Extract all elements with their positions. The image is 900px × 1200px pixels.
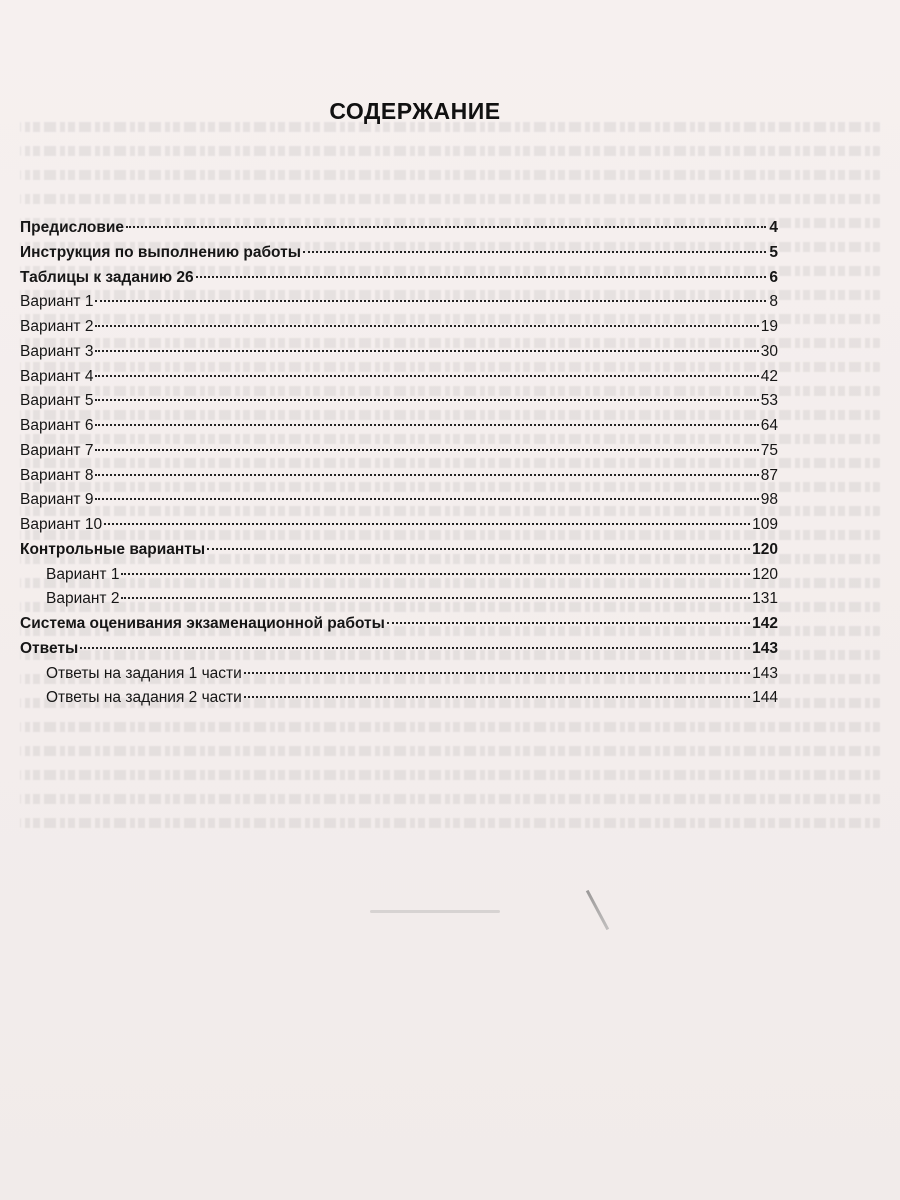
toc-entry-page: 120 xyxy=(752,565,778,583)
toc-leader-dots xyxy=(95,375,758,377)
toc-leader-dots xyxy=(196,276,766,278)
toc-entry-page: 98 xyxy=(760,491,778,509)
toc-entry xyxy=(20,417,778,442)
toc-entry xyxy=(20,368,778,393)
toc-entry-label: Вариант 9 xyxy=(20,491,94,509)
toc-entry-label: Вариант 4 xyxy=(20,367,94,385)
toc-entry-label: Контрольные варианты xyxy=(20,540,206,558)
toc-entry xyxy=(20,516,778,541)
toc-leader-dots xyxy=(121,597,750,599)
toc-entry xyxy=(20,566,778,591)
toc-entry-label: Вариант 6 xyxy=(20,417,94,434)
toc-leader-dots xyxy=(121,573,750,575)
toc-leader-dots xyxy=(95,424,758,426)
toc-leader-dots xyxy=(244,696,750,698)
toc-entry-label: Вариант 8 xyxy=(20,466,94,484)
toc-entry-page: 19 xyxy=(760,318,778,335)
toc-entry-page: 109 xyxy=(752,516,778,533)
toc-entry-label: Ответы на задания 2 части xyxy=(46,689,242,707)
toc-entry-page: 75 xyxy=(760,441,778,459)
toc-leader-dots xyxy=(95,399,758,401)
toc-entry-label: Система оценивания экзаменационной работы xyxy=(20,615,385,632)
toc-entry-page: 143 xyxy=(752,664,778,682)
toc-entry xyxy=(20,491,778,516)
toc-entry-label: Вариант 10 xyxy=(20,516,103,533)
toc-entry xyxy=(20,541,778,566)
toc-entry-page: 5 xyxy=(769,243,778,261)
toc-entry xyxy=(20,689,778,714)
toc-entry xyxy=(20,640,778,665)
toc-entry xyxy=(20,665,778,690)
toc-entry-page: 142 xyxy=(752,615,778,632)
toc-entry-page: 131 xyxy=(752,590,778,608)
toc-entry-label: Вариант 1 xyxy=(46,565,120,583)
toc-entry-label: Вариант 3 xyxy=(20,342,94,360)
toc-entry-label: Таблицы к заданию 26 xyxy=(20,268,194,286)
toc-entry xyxy=(20,442,778,467)
toc-entry-page: 6 xyxy=(769,268,778,286)
toc-entry-label: Вариант 2 xyxy=(20,318,94,335)
toc-entry-label: Вариант 5 xyxy=(20,392,94,410)
toc-entry-label: Вариант 7 xyxy=(20,441,94,459)
smudge-mark xyxy=(370,910,500,913)
toc-entry-page: 144 xyxy=(752,689,778,707)
toc-leader-dots xyxy=(95,474,758,476)
toc-entry-page: 120 xyxy=(752,540,778,558)
toc-entry-label: Предисловие xyxy=(20,219,125,236)
toc-leader-dots xyxy=(244,672,750,674)
toc-leader-dots xyxy=(95,325,758,327)
toc-entry xyxy=(20,318,778,343)
toc-leader-dots xyxy=(387,622,750,624)
toc-entry xyxy=(20,293,778,318)
toc-entry xyxy=(20,467,778,492)
toc-entry-label: Ответы на задания 1 части xyxy=(46,664,242,682)
toc-leader-dots xyxy=(95,498,758,500)
toc-entry xyxy=(20,219,778,244)
toc-entry xyxy=(20,590,778,615)
toc-entry xyxy=(20,343,778,368)
toc-entry-label: Вариант 1 xyxy=(20,293,94,311)
table-of-contents xyxy=(20,219,778,714)
toc-entry-page: 8 xyxy=(769,293,778,311)
page-title: СОДЕРЖАНИЕ xyxy=(329,98,501,124)
toc-leader-dots xyxy=(95,350,758,352)
toc-entry-page: 42 xyxy=(760,367,778,385)
toc-entry xyxy=(20,244,778,269)
pencil-mark xyxy=(586,890,609,930)
toc-leader-dots xyxy=(95,449,758,451)
toc-entry-page: 64 xyxy=(760,417,778,434)
toc-leader-dots xyxy=(95,300,766,302)
toc-entry-label: Вариант 2 xyxy=(46,590,120,608)
toc-entry-page: 143 xyxy=(752,639,778,657)
toc-entry xyxy=(20,269,778,294)
toc-entry-label: Ответы xyxy=(20,639,79,657)
toc-entry-page: 30 xyxy=(760,342,778,360)
toc-entry-page: 87 xyxy=(760,466,778,484)
toc-entry-label: Инструкция по выполнению работы xyxy=(20,243,301,261)
toc-leader-dots xyxy=(104,523,750,525)
toc-entry-page: 4 xyxy=(769,219,778,236)
toc-entry xyxy=(20,615,778,640)
toc-leader-dots xyxy=(126,226,766,228)
toc-entry-page: 53 xyxy=(760,392,778,410)
toc-leader-dots xyxy=(80,647,750,649)
toc-entry xyxy=(20,392,778,417)
toc-leader-dots xyxy=(303,251,766,253)
toc-leader-dots xyxy=(207,548,750,550)
